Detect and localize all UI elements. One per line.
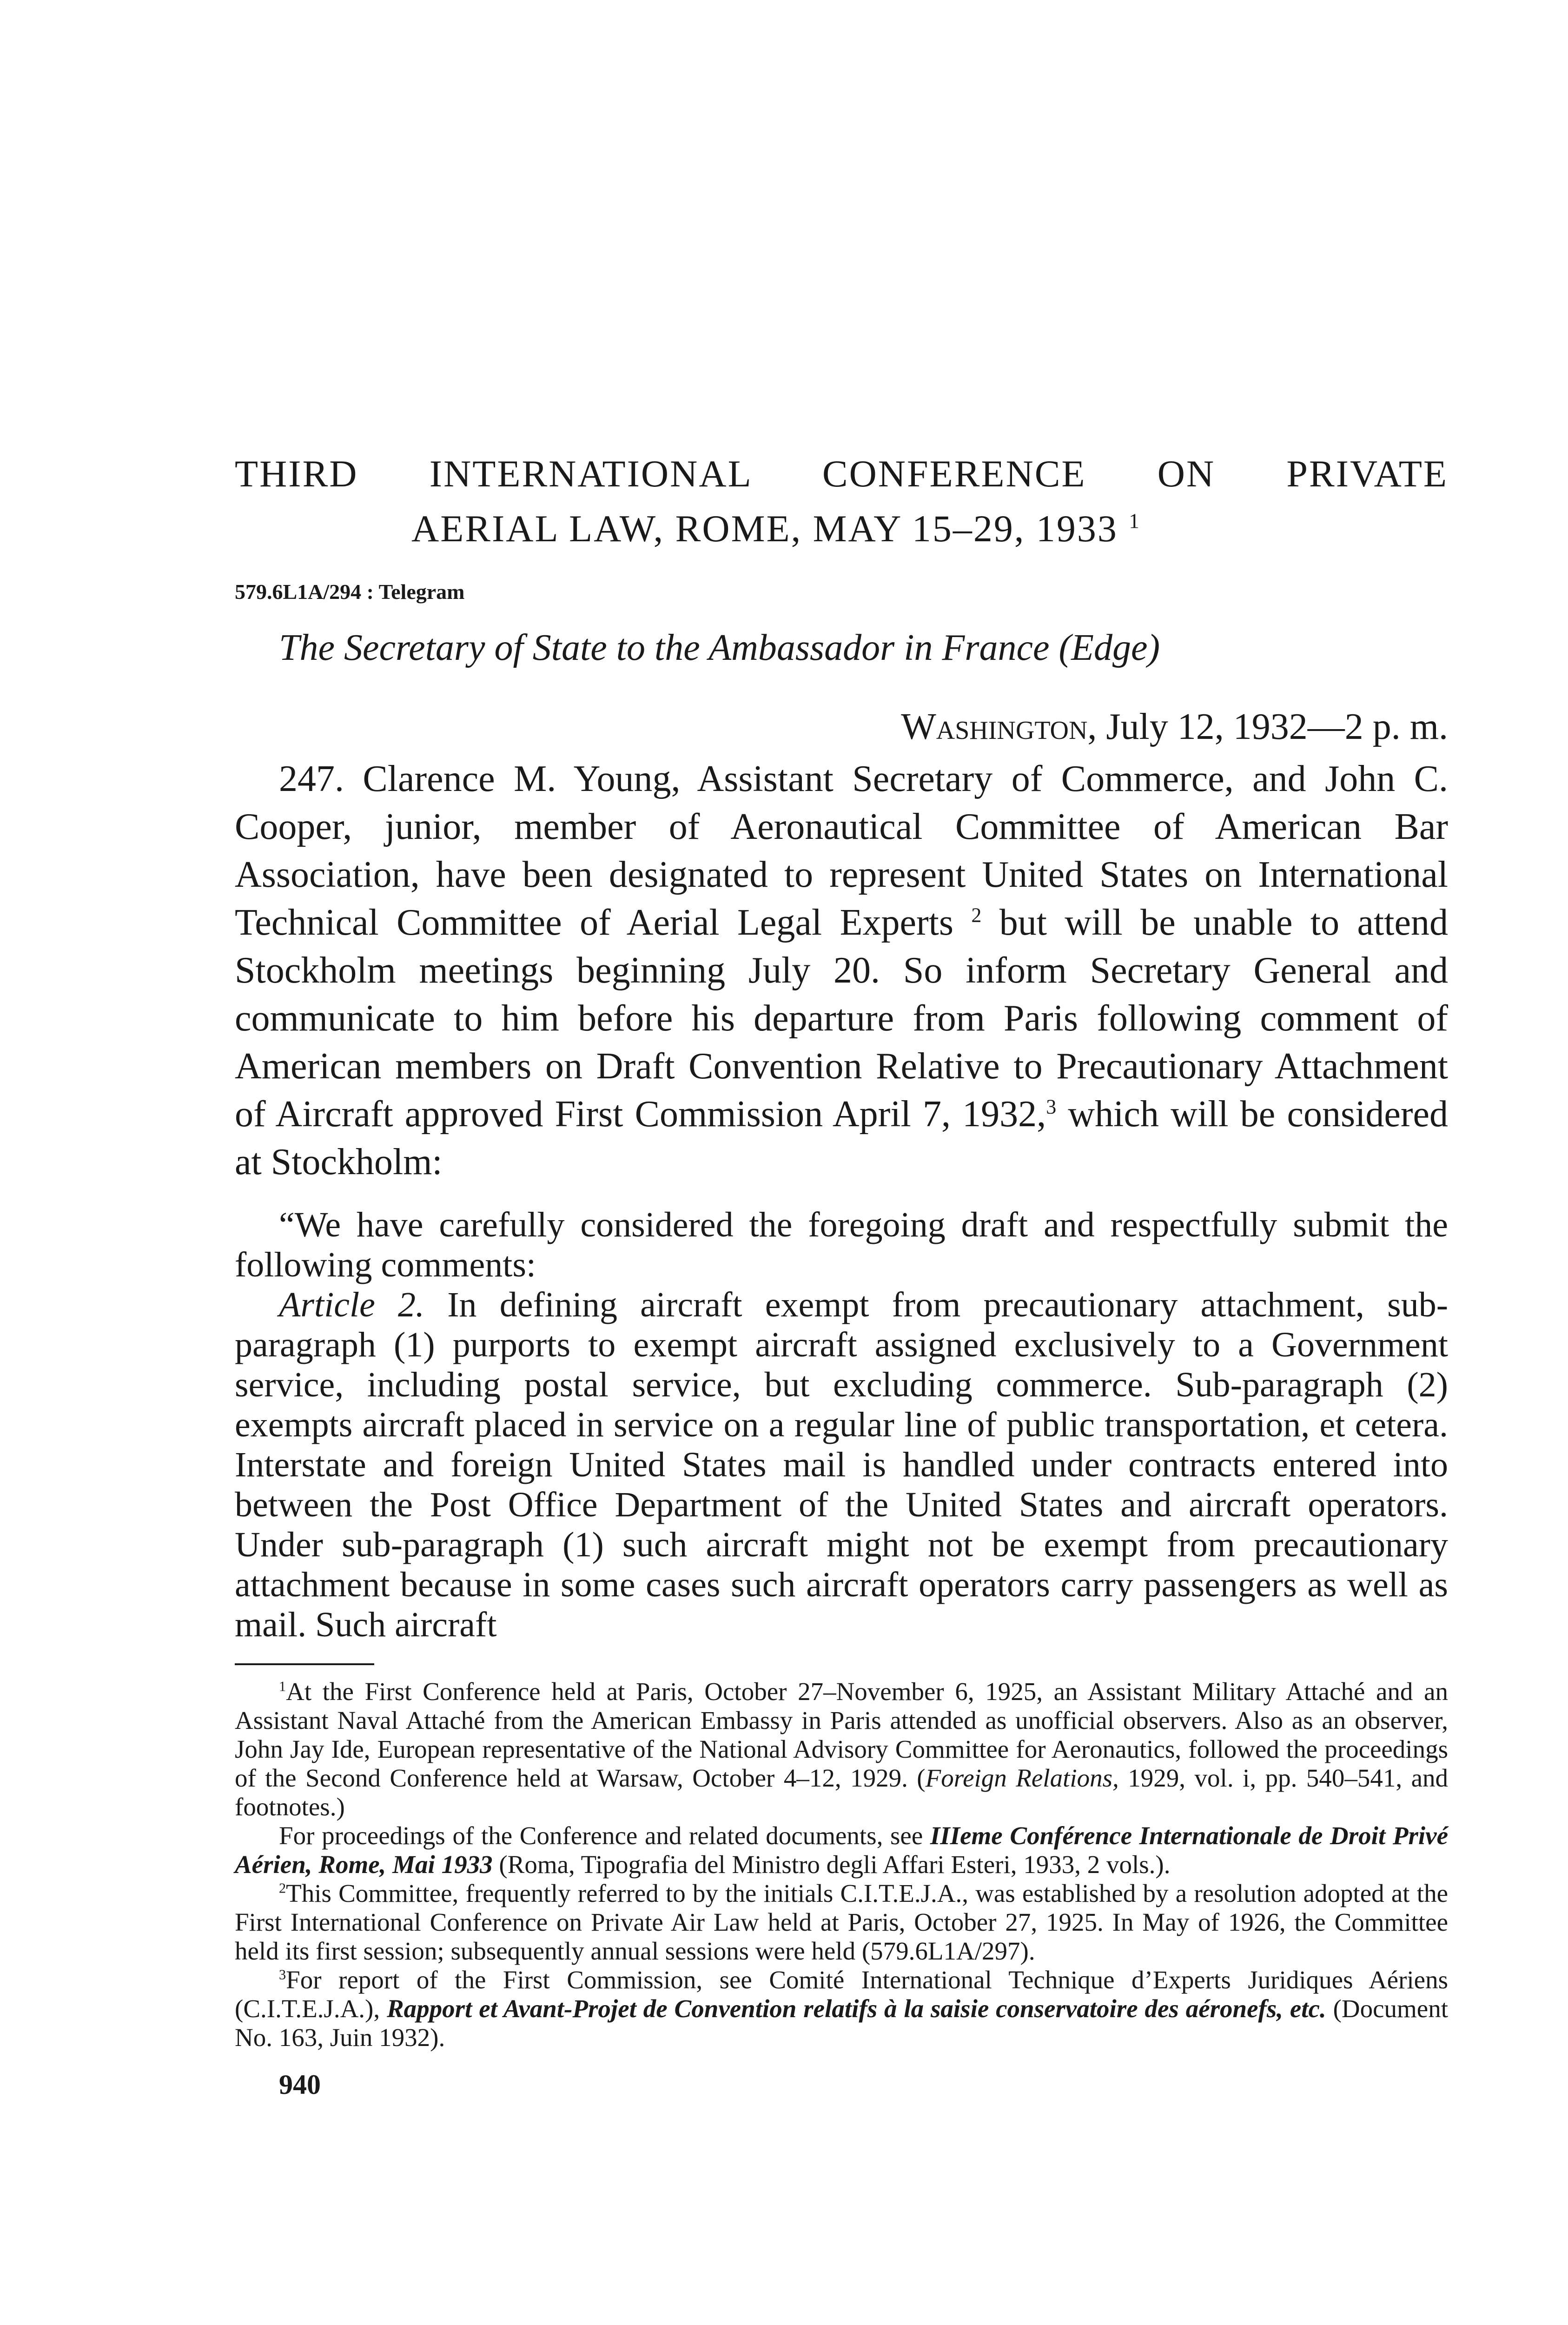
- footnote-ref-3: 3: [1046, 1095, 1057, 1118]
- quoted-comments: [235, 1205, 1448, 1645]
- title-line-1: THIRD INTERNATIONAL CONFERENCE ON PRIVATE: [235, 452, 1448, 495]
- document-heading: The Secretary of State to the Ambassador in France (Edge): [279, 627, 1160, 668]
- article-label: Article 2.: [279, 1285, 425, 1324]
- footnote-3: $^3$For report of the First Commission, see Comité International Technique d’Experts Juridiques Aériens (C.I.T.E.J.A.), Rapport et Avant-Projet de Convention relatifs à la saisie conservatoire des aéronefs, etc. (Document No. 163, Juin 1932).: [235, 1966, 1448, 2052]
- telegram-body: [235, 755, 1448, 1186]
- body-paragraph: 247. Clarence M. Young, Assistant Secretary of Commerce, and John C. Cooper, junior, member of Aeronautical Committee of American Bar Association, have been designated to represent United States on International Technical Committee of Aerial Legal Experts $^2$ but will be unable to attend Stockholm meetings beginning July 20. So inform Secretary General and communicate to him before his departure from Paris following comment of American members on Draft Convention Relative to Precautionary Attachment of Aircraft approved First Commission April 7, 1932,$^3$ which will be considered at Stockholm:: [235, 758, 1449, 1182]
- dateline-place: Washington: [901, 706, 1088, 747]
- footnote-ref-1: 1: [1129, 509, 1141, 533]
- page-title: [235, 446, 1448, 556]
- footnotes: [235, 1677, 1448, 2052]
- footnote-1: $^1$At the First Conference held at Paris, October 27–November 6, 1925, an Assistant Military Attaché and an Assistant Naval Attaché from the American Embassy in Paris attended as unofficial observers. Also as an observer, John Jay Ide, European representative of the National Advisory Committee for Aeronautics, followed the proceedings of the Second Conference held at Warsaw, October 4–12, 1929. (Foreign Relations, 1929, vol. i, pp. 540–541, and footnotes.): [235, 1677, 1448, 1821]
- document-page: [235, 446, 1448, 2101]
- page-number: 940: [279, 2069, 321, 2100]
- quote-paragraph-2: Article 2. In defining aircraft exempt from precautionary attachment, sub-paragraph (1) purports to exempt aircraft assigned exclusively to a Government service, including postal service, but excluding commerce. Sub-paragraph (2) exempts aircraft placed in service on a regular line of public transportation, et cetera. Interstate and foreign United States mail is handled under contracts entered into between the Post Office Department of the United States and aircraft operators. Under sub-paragraph (1) such aircraft might not be exempt from precautionary attachment because in some cases such aircraft operators carry passengers as well as mail. Such aircraft: [235, 1285, 1448, 1644]
- footnote-1-continued: For proceedings of the Conference and related documents, see IIIeme Conférence Internationale de Droit Privé Aérien, Rome, Mai 1933 (Roma, Tipografia del Ministro degli Affari Esteri, 1933, 2 vols.).: [235, 1821, 1448, 1879]
- dateline: [235, 701, 1448, 752]
- quote-paragraph-1: “We have carefully considered the foregoing draft and respectfully submit the following comments:: [235, 1205, 1448, 1284]
- file-line: 579.6L1A/294 : Telegram: [235, 580, 465, 604]
- footnote-ref-2: 2: [971, 903, 982, 927]
- footnote-2: $^2$This Committee, frequently referred to by the initials C.I.T.E.J.A., was established by a resolution adopted at the First International Conference on Private Air Law held at Paris, October 27, 1925. In May of 1926, the Committee held its first session; subsequently annual sessions were held (579.6L1A/297).: [235, 1879, 1448, 1965]
- title-line-2: AERIAL LAW, ROME, MAY 15–29, 1933 $^1$: [411, 507, 1141, 550]
- footnote-divider: [235, 1663, 374, 1665]
- dateline-date: , July 12, 1932—2 p. m.: [1087, 706, 1448, 747]
